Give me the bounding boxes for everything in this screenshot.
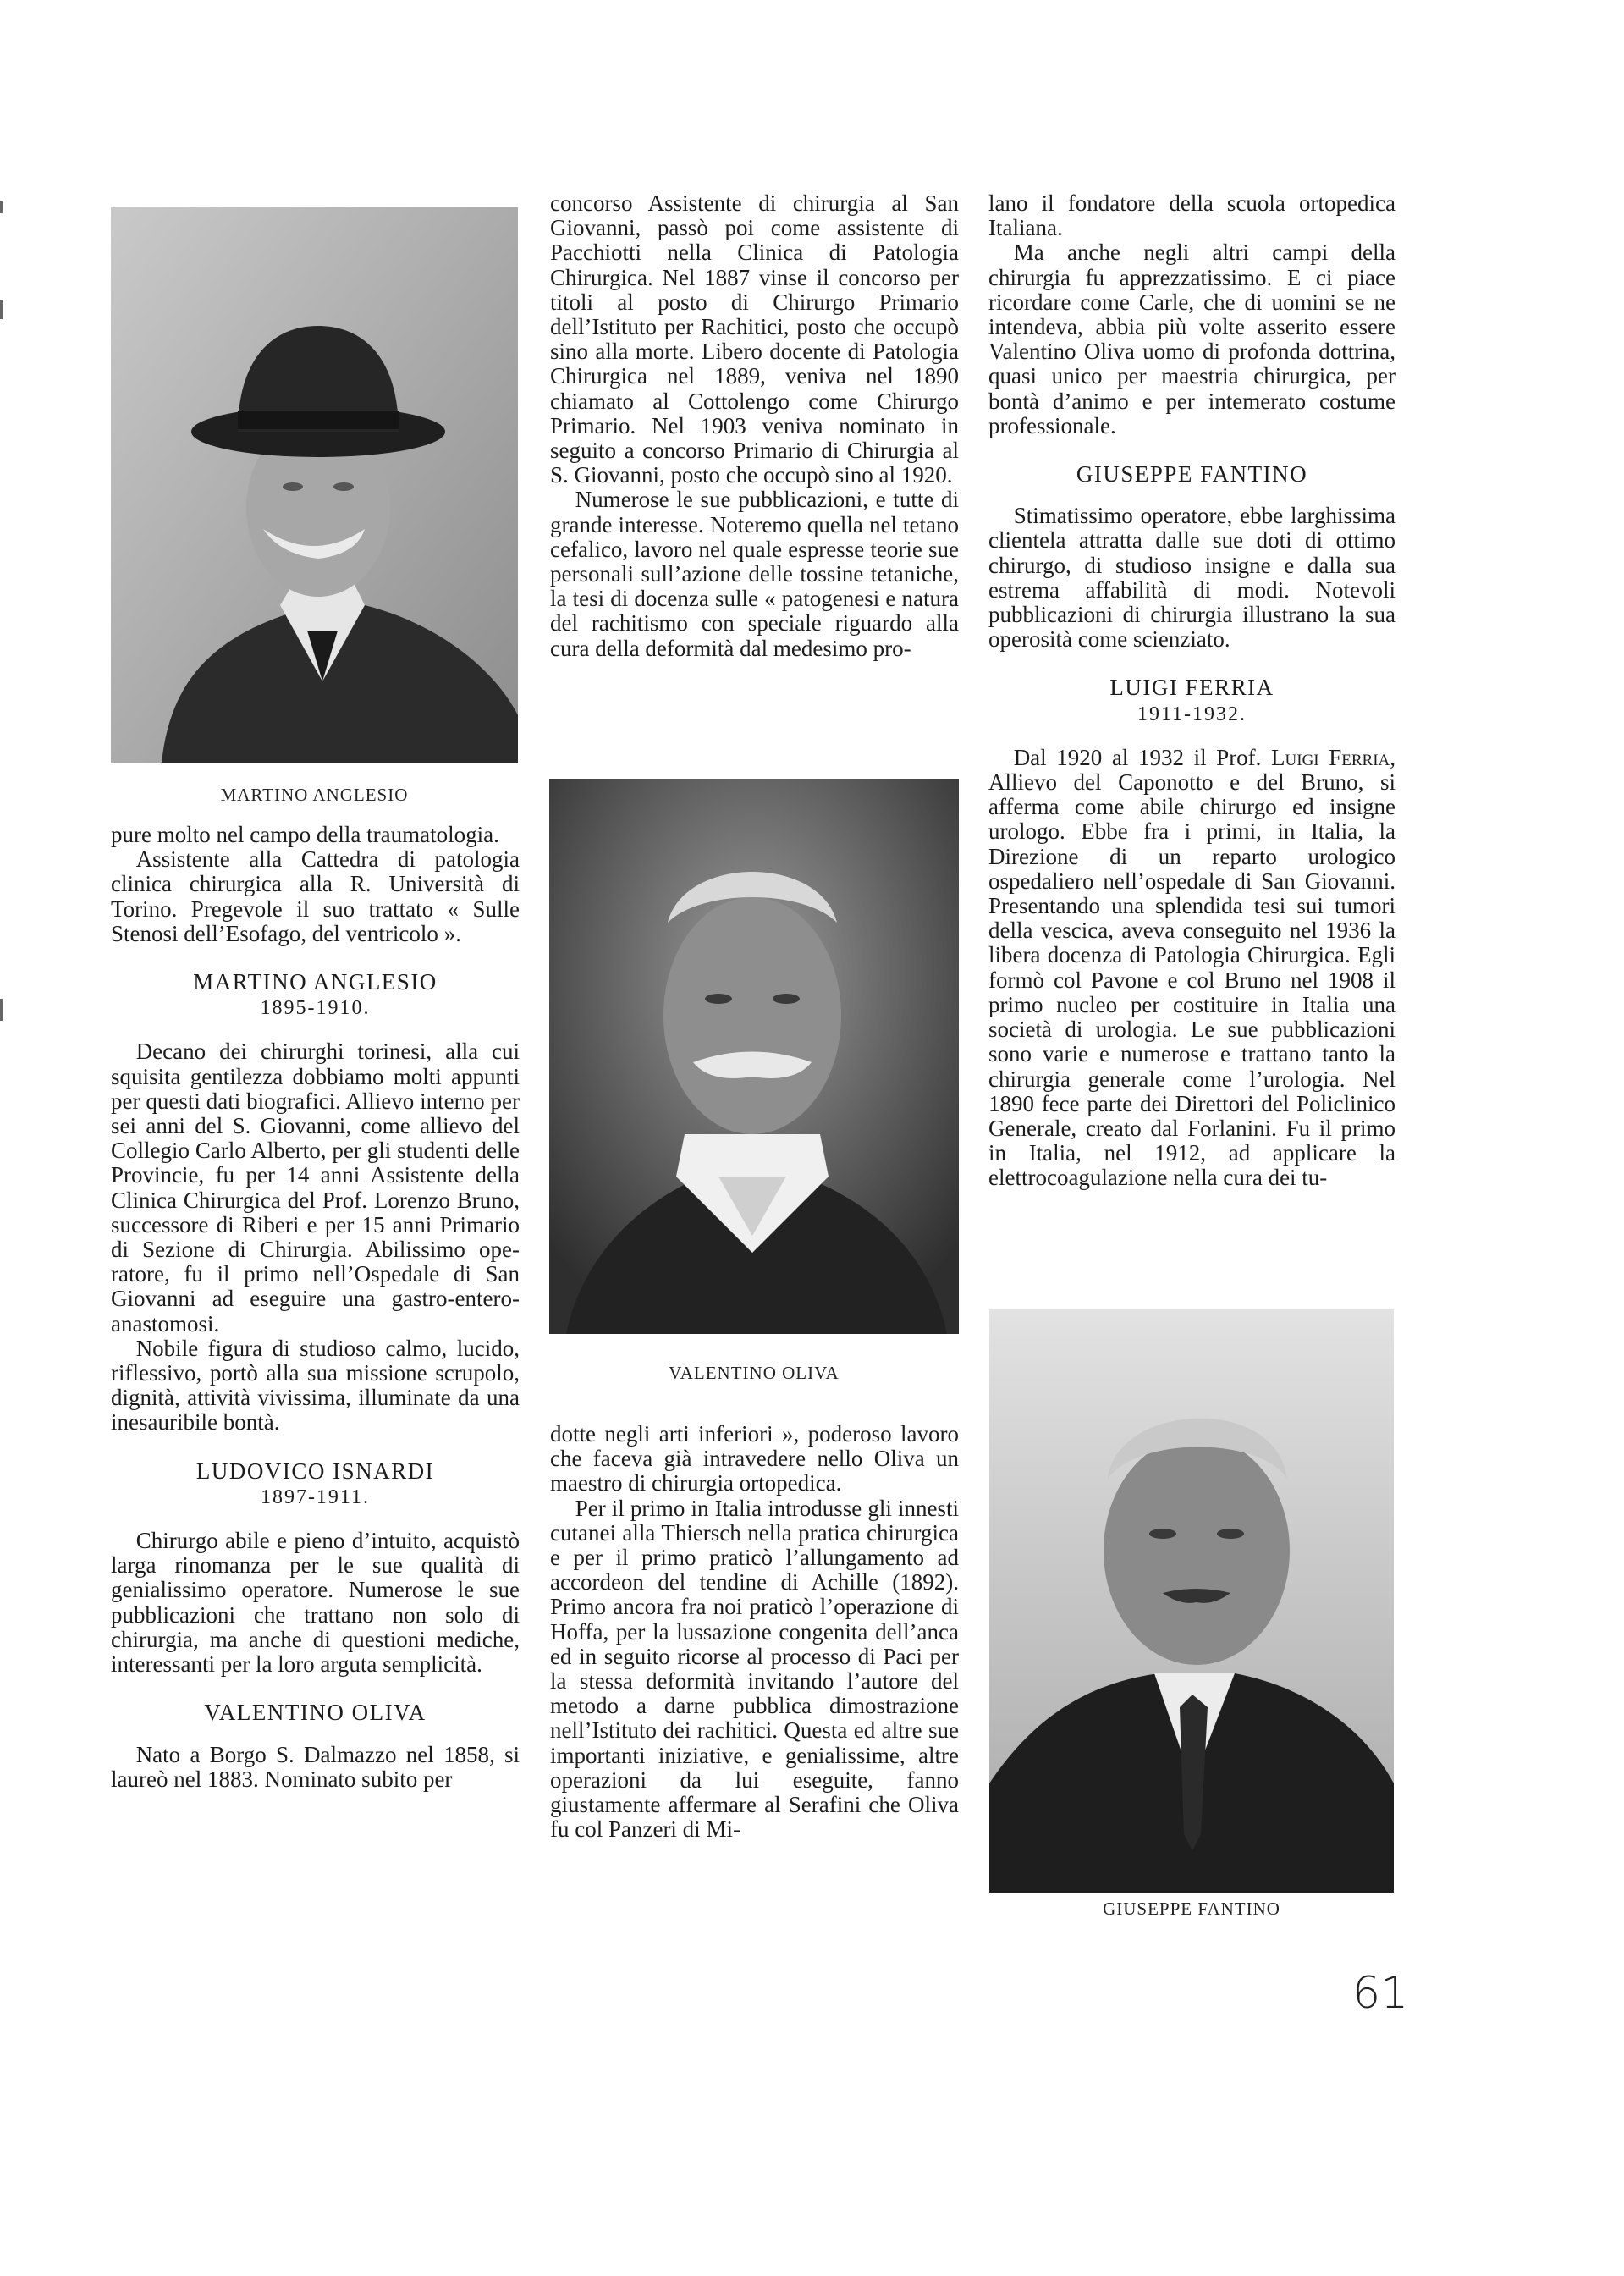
- paragraph-anglesio-2: Nobile figura di studioso calmo, lucido, riflessivo, portò alla sua missione scrupolo, dignità, attività vivissima, illuminate da una inesauribile bontà.: [111, 1335, 520, 1436]
- photo-caption-oliva: VALENTINO OLIVA: [669, 1363, 840, 1383]
- paragraph-oliva-continuation: dotte negli arti inferiori », poderoso lavoro che faceva già intravedere nello Oliva un maestro di chirurgia ortopedica.: [550, 1421, 959, 1496]
- paragraph-assistente: Assistente alla Cattedra di patologia clinica chirurgica alla R. Università di Torino. Pregevole il suo trattato « Sulle Stenosi dell’Esofago, del ventricolo ».: [111, 846, 520, 946]
- paragraph-oliva-career: concorso Assistente di chirurgia al San Giovanni, passò poi come assistente di Pacchiotti nella Clinica di Patologia Chirurgica. Nel 1887 vinse il concorso per titoli al posto di Chirurgo Primario dell’Istituto per Rachitici, posto che occupò sino alla morte. Libero docente di Patologia Chirurgica nel 1889, veniva nel 1890 chiamato al Cottolengo come Chirurgo Primario. Nel 1903 veniva nominato in seguito a concorso Primario di Chirurgia al S. Giovanni, posto che occupò sino al 1920.: [550, 190, 959, 488]
- ferria-text-pre: Dal 1920 al 1932 il Prof.: [1013, 744, 1272, 770]
- scan-mark: [0, 999, 3, 1021]
- scan-mark: [0, 300, 3, 319]
- paragraph-ferria: [988, 746, 1396, 1191]
- page-number: 61: [1352, 1968, 1409, 2019]
- text-column-1: [111, 823, 520, 1792]
- scan-mark: [0, 201, 3, 213]
- text-column-2-bottom: [550, 1422, 959, 1842]
- text-column-2-top: [550, 191, 959, 661]
- section-heading-luigi-ferria: LUIGI FERRIA: [1109, 675, 1274, 701]
- photo-caption-fantino: GIUSEPPE FANTINO: [1103, 1899, 1280, 1919]
- paragraph-continuation: pure molto nel campo della traumatologia.: [111, 822, 499, 847]
- section-years-ferria: 1911-1932.: [1137, 703, 1247, 725]
- section-years-isnardi: 1897-1911.: [260, 1485, 371, 1508]
- paragraph-fantino: Stimatissimo operatore, ebbe larghissima clientela attratta dalle sue doti di ottimo chirurgo, di studioso insigne e dalla sua estrema affabilità di modi. Notevoli pubblicazioni di chirurgia illustrano la sua operosità come scienziato.: [988, 503, 1396, 653]
- text-column-3: [988, 191, 1396, 1191]
- photo-martino-anglesio: [111, 207, 518, 763]
- section-heading-martino-anglesio: MARTINO ANGLESIO: [193, 969, 438, 995]
- paragraph-oliva-publications: Numerose le sue pubblicazioni, e tutte di grande interesse. Noteremo quella nel tetano cefalico, lavoro nel quale espresse teorie sue personali sull’azione delle tossine tetaniche, la tesi di docenza sulle « patogenesi e natura del rachitismo con speciale riguardo alla cura della deformità dal medesimo pro-: [550, 487, 959, 661]
- paragraph-oliva-praise: Ma anche negli altri campi della chirurgia fu apprezzatissimo. E ci piace ricordare come Carle, che di uomini se ne intendeva, abbia più volte asserito essere Valentino Oliva uomo di profonda dottrina, quasi unico per maestria chirurgica, per bontà d’animo e per intemerato costume professionale.: [988, 240, 1396, 438]
- photo-giuseppe-fantino: [989, 1309, 1394, 1893]
- section-years-anglesio: 1895-1910.: [260, 997, 371, 1020]
- section-heading-giuseppe-fantino: GIUSEPPE FANTINO: [1076, 461, 1308, 488]
- photo-valentino-oliva: [549, 779, 959, 1334]
- section-heading-ludovico-isnardi: LUDOVICO ISNARDI: [195, 1458, 435, 1484]
- paragraph-oliva-innovations: Per il primo in Italia introdusse gli innesti cutanei alla Thiersch nella pratica chirurgica e per il primo praticò l’allungamento ad accordeon del tendine di Achille (1892). Primo ancora fra noi praticò l’operazione di Hoffa, per la lussazione congenita dell’anca ed in seguito ricorse al processo di Paci per la stessa deformità invitando l’autore del metodo a darne pubblica dimostrazione nell’Istituto dei rachitici. Questa ed altre sue importanti iniziative, e genialissime, altre operazioni da lui eseguite, fanno giustamente affermare al Serafini che Oliva fu col Panzeri di Mi-: [550, 1495, 959, 1843]
- section-heading-valentino-oliva: VALENTINO OLIVA: [204, 1700, 427, 1726]
- ferria-text-post: , Allievo del Caponotto e del Bruno, si afferma come abile chirurgo ed insigne urologo. Ebbe fra i primi, in Italia, la Direzione di un reparto urologico ospedaliero nell’ospedale di San Giovanni. Presentando una splendida tesi sui tumori della vescica, aveva conseguito nel 1936 la libera docenza di Patologia Chirurgica. Egli formò col Pavone e col Bruno nel 1908 il primo nucleo per costituire in Italia una società di urologia. Le sue pubblicazioni sono varie e numerose e trattano tanto la chirurgia generale come l’urologia. Nel 1890 fece parte dei Direttori del Policlinico Generale, creato dal Forlanini. Fu il primo in Italia, nel 1912, ad applicare la elettrocoagulazione nella cura dei tu-: [988, 744, 1396, 1191]
- paragraph-oliva-start: Nato a Borgo S. Dalmazzo nel 1858, si laureò nel 1883. Nominato subito per: [111, 1741, 520, 1792]
- photo-caption-anglesio: MARTINO ANGLESIO: [220, 785, 409, 805]
- paragraph-isnardi: Chirurgo abile e pieno d’intuito, acquistò larga rinomanza per le sue qualità di genialissimo operatore. Numerose le sue pubblicazioni che trattano non solo di chirurgia, ma anche di questioni mediche, interessanti per la loro arguta semplicità.: [111, 1528, 520, 1678]
- paragraph-anglesio: Decano dei chirurghi torinesi, alla cui squisita gentilezza dobbiamo molti appunti per questi dati biografici. Allievo interno per sei anni del S. Giovanni, come allievo del Collegio Carlo Alberto, per gli studenti delle Provincie, fu per 14 anni Assistente della Clinica Chirurgica del Prof. Lorenzo Bruno, successore di Riberi e per 15 anni Primario di Sezione di Chirurgia. Abilissimo operatore, fu il primo nell’Ospedale di San Giovanni ad eseguire una gastro-enteroanastomosi.: [111, 1039, 520, 1336]
- ferria-name: Luigi Ferria: [1271, 744, 1390, 770]
- paragraph-oliva-end: lano il fondatore della scuola ortopedica Italiana.: [988, 190, 1396, 241]
